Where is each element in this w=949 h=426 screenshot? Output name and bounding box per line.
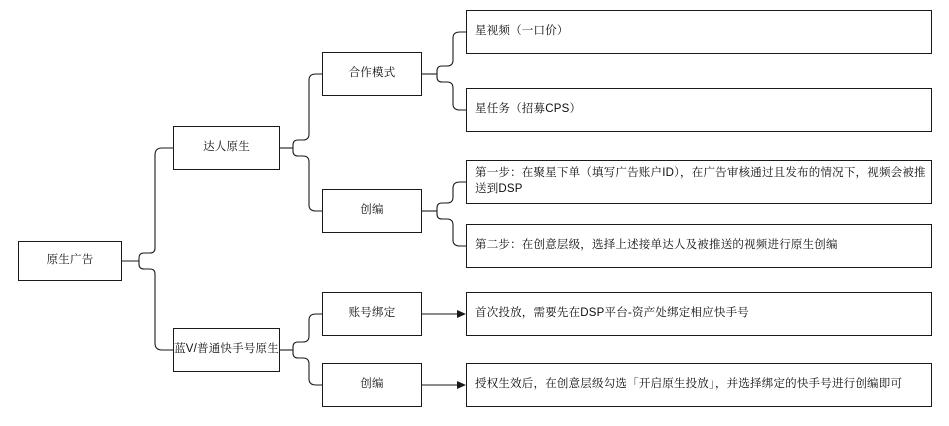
node-talent-creation-label: 创编 bbox=[360, 204, 384, 217]
node-bluev-creation-detail bbox=[466, 363, 932, 407]
node-step-one bbox=[466, 160, 932, 204]
node-star-video bbox=[466, 10, 932, 54]
node-account-binding-label: 账号绑定 bbox=[348, 307, 396, 320]
node-root bbox=[18, 241, 122, 281]
node-account-binding bbox=[322, 292, 422, 336]
node-bluev-creation bbox=[322, 363, 422, 407]
node-binding-detail bbox=[466, 292, 932, 336]
node-step-two bbox=[466, 224, 932, 268]
node-talent-creation bbox=[322, 189, 422, 233]
node-star-task bbox=[466, 88, 932, 132]
node-cooperation-mode bbox=[322, 52, 422, 96]
node-branch-bluev-label: 蓝V/普通快手号原生 bbox=[174, 343, 279, 356]
node-step-one-label: 第一步：在聚星下单（填写广告账户ID），在广告审核通过且发布的情况下，视频会被推送到DSP bbox=[475, 167, 926, 195]
node-branch-bluev bbox=[173, 328, 280, 372]
node-branch-talent-label: 达人原生 bbox=[203, 141, 250, 154]
node-step-two-label: 第二步：在创意层级，选择上述接单达人及被推送的视频进行原生创编 bbox=[475, 239, 838, 252]
node-binding-detail-label: 首次投放，需要先在DSP平台-资产处绑定相应快手号 bbox=[475, 307, 749, 320]
node-root-label: 原生广告 bbox=[46, 254, 94, 267]
node-cooperation-mode-label: 合作模式 bbox=[348, 67, 396, 80]
node-bluev-creation-label: 创编 bbox=[360, 378, 384, 391]
node-star-video-label: 星视频（一口价） bbox=[475, 25, 569, 38]
node-bluev-creation-detail-label: 授权生效后，在创意层级勾选「开启原生投放」，并选择绑定的快手号进行创编即可 bbox=[475, 378, 903, 391]
node-star-task-label: 星任务（招募CPS） bbox=[475, 103, 582, 116]
node-branch-talent bbox=[173, 126, 280, 170]
